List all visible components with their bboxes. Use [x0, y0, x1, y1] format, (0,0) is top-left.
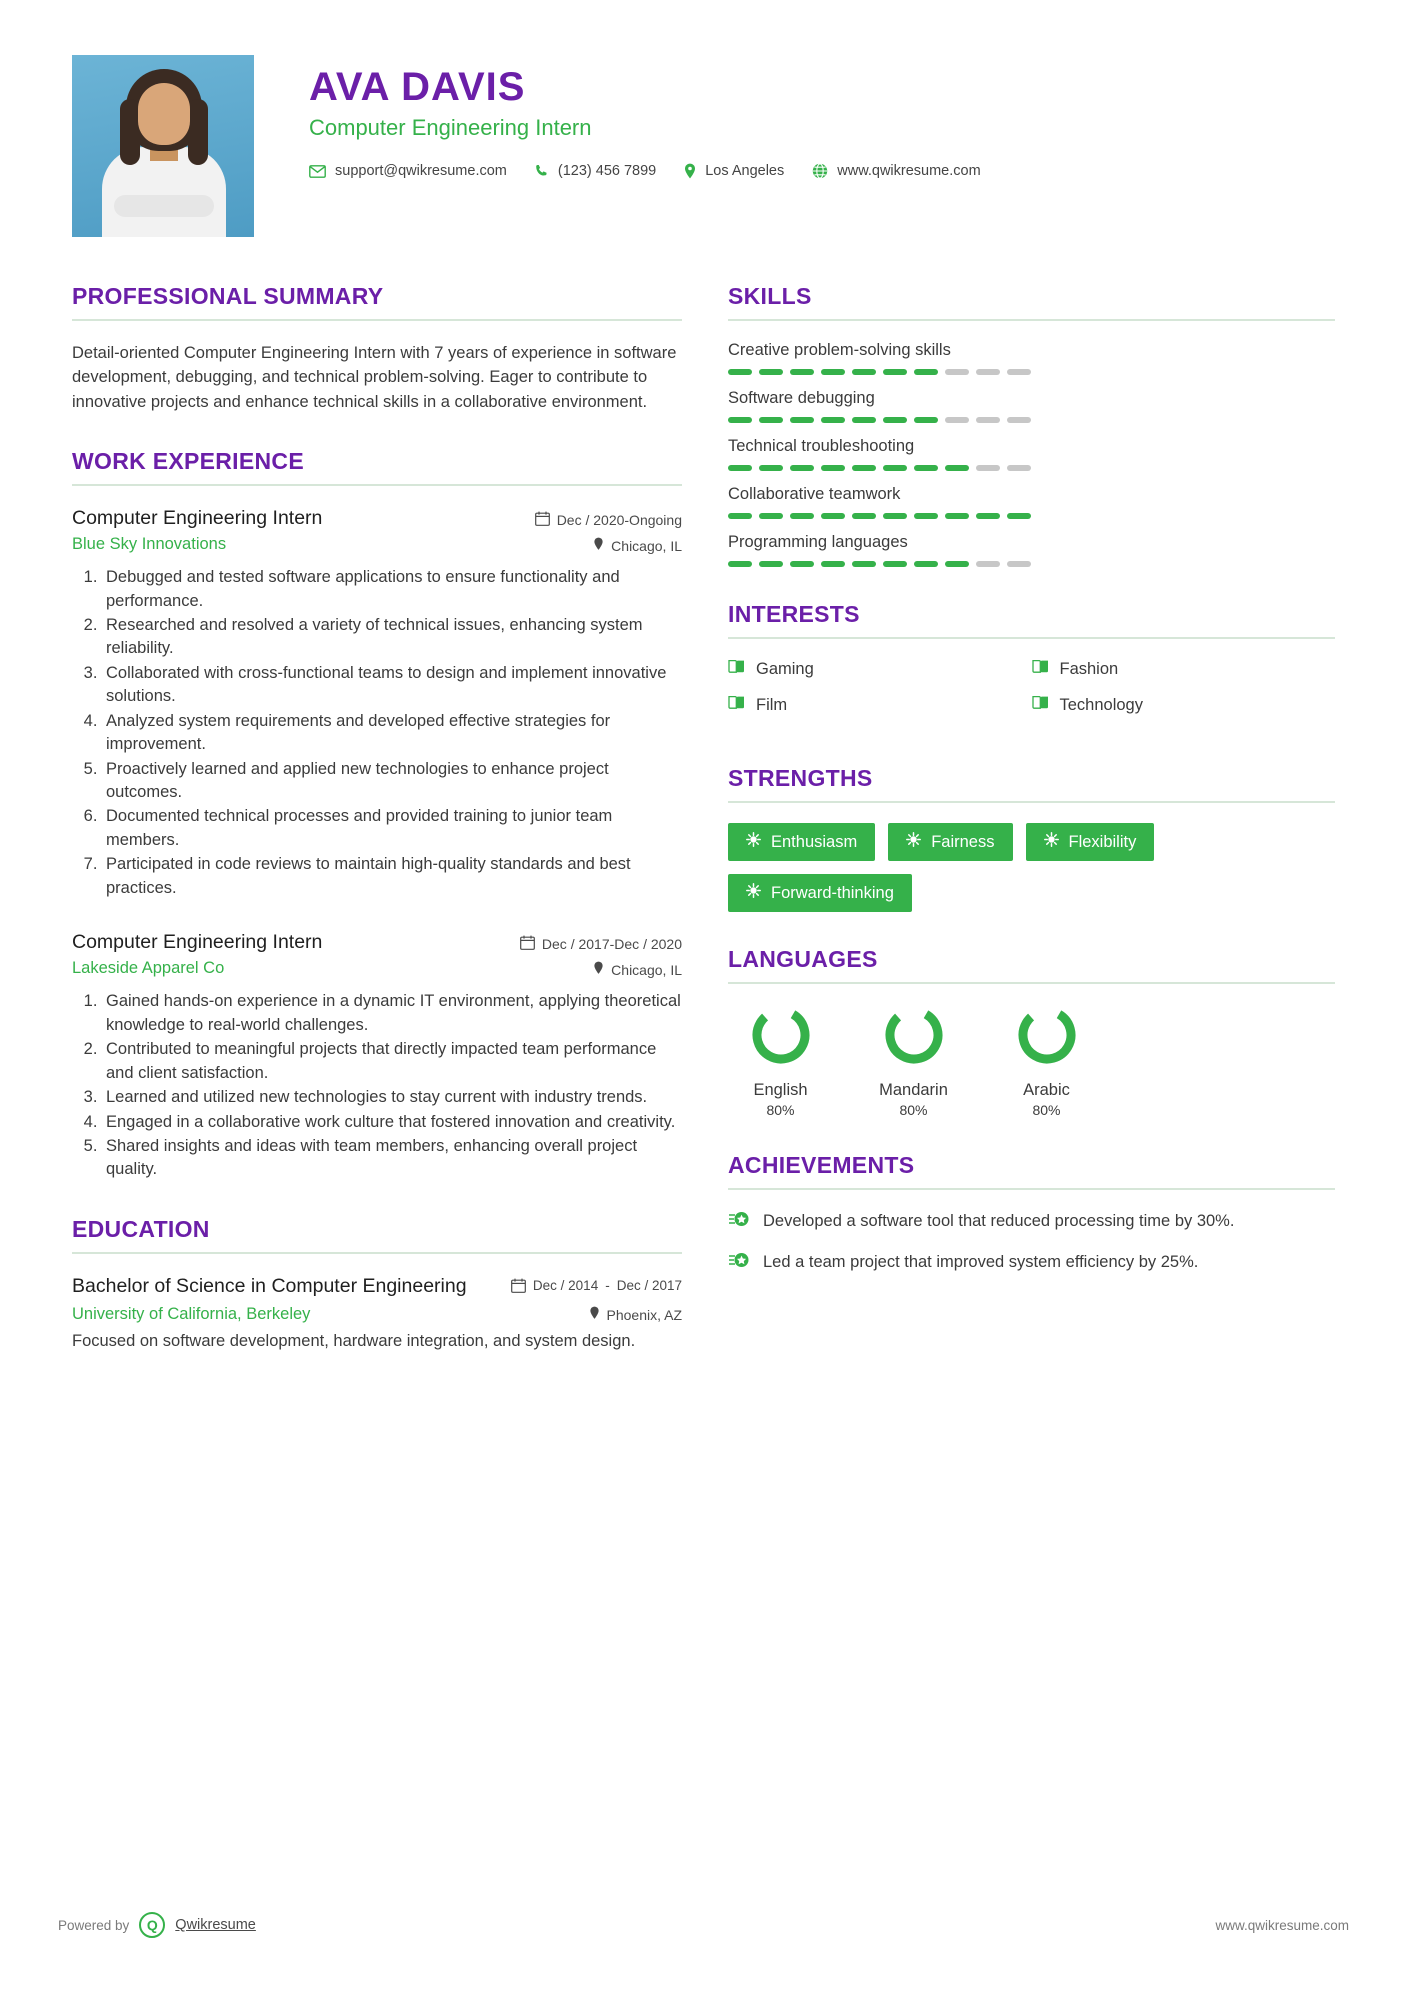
section-education	[72, 1216, 682, 1354]
star-badge-icon	[728, 1210, 750, 1235]
skill-dash	[976, 465, 1000, 471]
job-position: Computer Engineering Intern	[72, 931, 323, 954]
job-bullet: 2. Contributed to meaningful projects that directly impacted team performance and client satisfaction.	[102, 1038, 682, 1085]
language-item	[861, 1004, 966, 1118]
skill-dash	[728, 417, 752, 423]
languages-list	[728, 1004, 1335, 1118]
skill-dash	[883, 465, 907, 471]
skill-dash	[852, 417, 876, 423]
skill-dash	[728, 561, 752, 567]
language-ring	[861, 1004, 966, 1071]
education-date-separator: -	[605, 1277, 610, 1293]
skill-dash	[1007, 417, 1031, 423]
candidate-name: AVA DAVIS	[309, 65, 526, 109]
job-dates-value: Dec / 2020-Ongoing	[556, 511, 682, 528]
sparkle-icon	[1044, 832, 1059, 852]
skill-name: Software debugging	[728, 389, 875, 407]
email-icon	[309, 165, 326, 178]
achievement-item	[728, 1210, 1335, 1235]
job-bullet: 4. Analyzed system requirements and developed effective strategies for improvement.	[102, 710, 682, 757]
globe-icon	[812, 163, 828, 179]
strength-chip	[888, 823, 1012, 861]
profile-photo	[72, 55, 254, 237]
contact-website-value: www.qwikresume.com	[837, 163, 981, 179]
skill-name: Programming languages	[728, 533, 908, 551]
footer-branding	[58, 1912, 256, 1938]
job-position: Computer Engineering Intern	[72, 506, 323, 529]
section-professional-summary	[72, 283, 682, 414]
strength-label: Forward-thinking	[771, 883, 894, 902]
skill-dash	[1007, 465, 1031, 471]
language-percent: 80%	[766, 1102, 795, 1118]
skill-dash	[945, 513, 969, 519]
powered-by-label: Powered by	[58, 1917, 130, 1933]
strengths-heading: STRENGTHS	[728, 765, 873, 791]
skill-dash	[914, 369, 938, 375]
footer-url[interactable]: www.qwikresume.com	[1215, 1917, 1349, 1933]
skill-name: Creative problem-solving skills	[728, 341, 951, 359]
education-location-value: Phoenix, AZ	[606, 1306, 682, 1323]
skill-item	[728, 485, 1335, 519]
job-bullet: 5. Proactively learned and applied new technologies to enhance project outcomes.	[102, 758, 682, 805]
interest-item	[1032, 659, 1336, 679]
contact-email-value: support@qwikresume.com	[335, 163, 507, 179]
skill-dash	[790, 561, 814, 567]
location-pin-icon	[593, 961, 604, 978]
divider	[728, 319, 1335, 321]
resume-header	[72, 55, 1335, 237]
skill-dash	[790, 513, 814, 519]
skill-dash	[728, 513, 752, 519]
skill-dash	[976, 417, 1000, 423]
skill-rating	[728, 417, 1335, 423]
skill-dash	[821, 417, 845, 423]
interest-item	[728, 695, 1032, 715]
skill-dash	[790, 369, 814, 375]
divider	[72, 319, 682, 321]
education-dates	[511, 1274, 682, 1296]
job-bullet: 3. Learned and utilized new technologies to stay current with industry trends.	[102, 1086, 682, 1109]
job-company: Blue Sky Innovations	[72, 535, 227, 554]
skill-dash	[821, 465, 845, 471]
job-location-value: Chicago, IL	[611, 537, 682, 554]
skill-dash	[852, 561, 876, 567]
language-item	[728, 1004, 833, 1118]
contact-list	[309, 163, 1335, 179]
achievement-item	[728, 1251, 1335, 1276]
divider	[728, 801, 1335, 803]
divider	[728, 982, 1335, 984]
section-interests	[728, 601, 1335, 731]
job-dates	[535, 506, 682, 529]
achievement-text: Developed a software tool that reduced processing time by 30%.	[763, 1212, 1235, 1230]
section-strengths	[728, 765, 1335, 912]
summary-text: Detail-oriented Computer Engineering Intern with 7 years of experience in software development, debugging, and technical problem-solving. Eager to contribute to innovative projects and enhance technical skills in a collaborative environment.	[72, 344, 677, 411]
divider	[728, 1188, 1335, 1190]
right-column	[728, 283, 1335, 1310]
skill-item	[728, 437, 1335, 471]
job-bullets	[72, 566, 682, 900]
header-text	[254, 55, 1335, 179]
skill-dash	[852, 513, 876, 519]
job-bullet: 2. Researched and resolved a variety of technical issues, enhancing system reliability.	[102, 614, 682, 661]
skill-dash	[1007, 561, 1031, 567]
skill-dash	[759, 561, 783, 567]
language-name: Arabic	[1023, 1081, 1070, 1099]
calendar-icon	[511, 1278, 526, 1296]
education-heading: EDUCATION	[72, 1215, 210, 1242]
skill-dash	[976, 561, 1000, 567]
skill-dash	[945, 465, 969, 471]
interests-heading: INTERESTS	[728, 601, 860, 627]
strength-chip	[728, 823, 875, 861]
qwikresume-link[interactable]: Qwikresume	[175, 1917, 256, 1933]
interest-label: Gaming	[756, 659, 814, 678]
book-icon	[728, 695, 745, 715]
location-pin-icon	[589, 1306, 600, 1323]
skill-dash	[945, 369, 969, 375]
work-item	[72, 930, 682, 1182]
strength-label: Flexibility	[1068, 832, 1137, 851]
skill-dash	[852, 465, 876, 471]
skill-rating	[728, 561, 1335, 567]
interests-list	[728, 659, 1335, 731]
skill-dash	[790, 465, 814, 471]
book-icon	[1032, 695, 1049, 715]
education-description: Focused on software development, hardware integration, and system design.	[72, 1332, 636, 1351]
skill-dash	[976, 513, 1000, 519]
education-item	[72, 1274, 682, 1354]
sparkle-icon	[746, 832, 761, 852]
skill-dash	[914, 465, 938, 471]
job-location	[593, 956, 682, 978]
skill-dash	[883, 513, 907, 519]
job-dates-value: Dec / 2017-Dec / 2020	[541, 936, 682, 953]
job-bullet: 4. Engaged in a collaborative work culture that fostered innovation and creativity.	[102, 1111, 682, 1134]
interest-label: Fashion	[1059, 659, 1119, 678]
language-ring	[728, 1004, 833, 1071]
skill-dash	[1007, 369, 1031, 375]
interest-label: Technology	[1059, 695, 1143, 714]
candidate-title: Computer Engineering Intern	[309, 115, 592, 140]
languages-heading: LANGUAGES	[728, 946, 878, 972]
education-date-end: Dec / 2017	[616, 1277, 682, 1293]
language-percent: 80%	[1032, 1102, 1061, 1118]
skill-dash	[759, 417, 783, 423]
skill-dash	[914, 513, 938, 519]
language-name: Mandarin	[879, 1081, 948, 1099]
language-percent: 80%	[899, 1102, 928, 1118]
section-achievements	[728, 1152, 1335, 1276]
left-column	[72, 283, 682, 1388]
resume-body	[72, 283, 1335, 1388]
job-bullet: 1. Gained hands-on experience in a dynamic IT environment, applying theoretical knowledge to real-world challenges.	[102, 990, 682, 1037]
contact-email[interactable]	[309, 163, 507, 179]
page-footer	[58, 1912, 1349, 1938]
interest-item	[1032, 695, 1336, 715]
skill-item	[728, 533, 1335, 567]
contact-location-value: Los Angeles	[705, 163, 785, 179]
skill-dash	[728, 369, 752, 375]
calendar-icon	[535, 511, 550, 529]
section-skills	[728, 283, 1335, 567]
skill-dash	[821, 513, 845, 519]
skill-dash	[945, 561, 969, 567]
sparkle-icon	[906, 832, 921, 852]
strength-label: Enthusiasm	[771, 832, 858, 851]
skills-heading: SKILLS	[728, 283, 812, 309]
language-ring	[994, 1004, 1099, 1071]
education-location	[589, 1301, 683, 1323]
strength-chip	[728, 874, 912, 912]
work-heading: WORK EXPERIENCE	[72, 447, 304, 474]
achievement-text: Led a team project that improved system efficiency by 25%.	[763, 1253, 1199, 1271]
skill-dash	[759, 513, 783, 519]
skill-dash	[759, 465, 783, 471]
skill-dash	[883, 417, 907, 423]
education-school: University of California, Berkeley	[72, 1305, 311, 1324]
book-icon	[728, 659, 745, 679]
skill-dash	[914, 561, 938, 567]
contact-phone[interactable]	[535, 163, 656, 179]
star-badge-icon	[728, 1251, 750, 1276]
job-bullet: 1. Debugged and tested software applications to ensure functionality and performance.	[102, 566, 682, 613]
contact-phone-value: (123) 456 7899	[557, 163, 657, 179]
strength-chip	[1026, 823, 1155, 861]
job-bullets	[72, 990, 682, 1181]
job-bullet: 7. Participated in code reviews to maintain high-quality standards and best practices.	[102, 853, 682, 900]
divider	[728, 637, 1335, 639]
skill-dash	[976, 369, 1000, 375]
skill-dash	[1007, 513, 1031, 519]
achievements-heading: ACHIEVEMENTS	[728, 1152, 915, 1178]
skill-dash	[914, 417, 938, 423]
skill-name: Technical troubleshooting	[728, 437, 915, 455]
skill-item	[728, 341, 1335, 375]
education-degree: Bachelor of Science in Computer Engineering	[72, 1274, 467, 1297]
phone-icon	[535, 164, 549, 178]
skill-dash	[945, 417, 969, 423]
job-bullet: 6. Documented technical processes and provided training to junior team members.	[102, 805, 682, 852]
skill-dash	[821, 369, 845, 375]
skill-dash	[883, 561, 907, 567]
book-icon	[1032, 659, 1049, 679]
skill-name: Collaborative teamwork	[728, 485, 901, 503]
section-languages	[728, 946, 1335, 1118]
contact-location[interactable]	[684, 163, 784, 179]
education-date-start: Dec / 2014	[532, 1277, 599, 1293]
job-bullet: 5. Shared insights and ideas with team members, enhancing overall project quality.	[102, 1135, 682, 1182]
sparkle-icon	[746, 883, 761, 903]
section-work-experience	[72, 448, 682, 1182]
qwikresume-logo-icon: Q	[139, 1912, 165, 1938]
job-location-value: Chicago, IL	[611, 961, 682, 978]
location-pin-icon	[684, 163, 696, 179]
skill-dash	[759, 369, 783, 375]
strength-label: Fairness	[931, 832, 995, 851]
skill-dash	[883, 369, 907, 375]
job-location	[593, 532, 682, 554]
work-item	[72, 506, 682, 900]
job-dates	[520, 930, 682, 953]
language-item	[994, 1004, 1099, 1118]
language-name: English	[753, 1081, 808, 1099]
skill-item	[728, 389, 1335, 423]
interest-label: Film	[756, 695, 788, 714]
skill-rating	[728, 465, 1335, 471]
strengths-list	[728, 823, 1335, 912]
skill-rating	[728, 369, 1335, 375]
contact-website[interactable]	[812, 163, 980, 179]
skill-rating	[728, 513, 1335, 519]
divider	[72, 1252, 682, 1254]
skill-dash	[821, 561, 845, 567]
summary-heading: PROFESSIONAL SUMMARY	[72, 283, 384, 309]
location-pin-icon	[593, 537, 604, 554]
skill-dash	[790, 417, 814, 423]
calendar-icon	[520, 935, 535, 953]
interest-item	[728, 659, 1032, 679]
skill-dash	[852, 369, 876, 375]
skill-dash	[728, 465, 752, 471]
divider	[72, 484, 682, 486]
job-company: Lakeside Apparel Co	[72, 959, 225, 978]
job-bullet: 3. Collaborated with cross-functional teams to design and implement innovative solutions.	[102, 662, 682, 709]
